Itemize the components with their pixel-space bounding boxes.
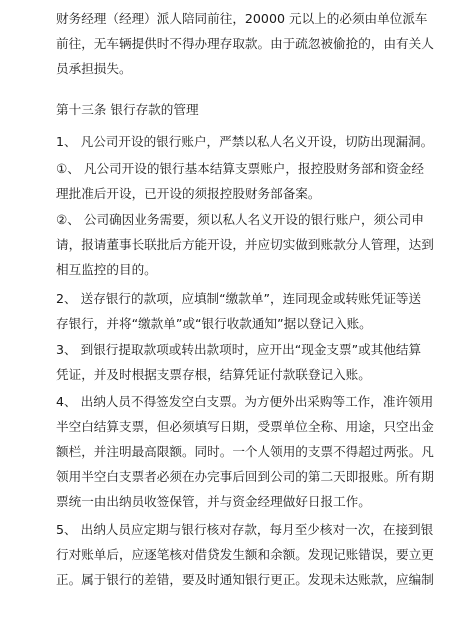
text-line: 存银行，并将“缴款单”或“银行收款通知”据以登记入账。 xyxy=(56,316,372,331)
paragraph-subitem-2 xyxy=(56,207,434,282)
paragraph-item-1 xyxy=(56,129,434,154)
paragraph-item-5 xyxy=(56,517,434,592)
text-line: 领用半空白支票者必须在办完事后回到公司的第二天即报账。所有期 xyxy=(56,469,434,484)
text-line: 凭证，并及时根据支票存根，结算凭证付款联登记入账。 xyxy=(56,367,371,382)
text-line: 请，报请董事长联批后方能开设，并应切实做到账款分人管理，达到 xyxy=(56,237,434,252)
text-line: 半空白结算支票，但必须填写日期，受票单位全称、用途，只空出金 xyxy=(56,419,434,434)
paragraph-item-4 xyxy=(56,389,434,514)
text-line: 员承担损失。 xyxy=(56,61,132,76)
text-line: 相互监控的目的。 xyxy=(56,262,157,277)
text-line: 额栏，并注明最高限额。同时。一个人领用的支票不得超过两张。凡 xyxy=(56,444,434,459)
text-line: ②、 公司确因业务需要，须以私人名义开设的银行账户，须公司申 xyxy=(56,212,424,227)
section-heading xyxy=(56,97,426,122)
text-line: 1、 凡公司开设的银行账户，严禁以私人名义开设，切防出现漏洞。 xyxy=(56,134,434,149)
text-line: 财务经理（经理）派人陪同前往，20000 元以上的必须由单位派车 xyxy=(56,11,428,26)
paragraph-intro xyxy=(56,6,434,81)
text-line: 5、 出纳人员应定期与银行核对存款，每月至少核对一次，在接到银 xyxy=(56,522,434,537)
text-line: ①、 凡公司开设的银行基本结算支票账户，报控股财务部和资金经 xyxy=(56,161,424,176)
text-line: 行对账单后，应逐笔核对借贷发生额和余额。发现记账错误，要立更 xyxy=(56,547,434,562)
text-line: 理批准后开设，已开设的须报控股财务部备案。 xyxy=(56,186,321,201)
paragraph-item-3 xyxy=(56,337,426,387)
paragraph-item-2 xyxy=(56,286,426,336)
text-line: 2、 送存银行的款项，应填制“缴款单”，连同现金或转账凭证等送 xyxy=(56,291,422,306)
text-line: 正。属于银行的差错，要及时通知银行更正。发现未达账款，应编制 xyxy=(56,572,434,587)
text-line: 3、 到银行提取款项或转出款项时，应开出“现金支票”或其他结算 xyxy=(56,342,422,357)
paragraph-subitem-1 xyxy=(56,156,426,206)
text-line: 前往，无车辆提供时不得办理存取款。由于疏忽被偷抢的，由有关人 xyxy=(56,36,434,51)
text-line: 4、 出纳人员不得签发空白支票。为方便外出采购等工作，准许领用 xyxy=(56,394,434,409)
text-line: 票统一由出纳员收签保管，并与资金经理做好日报工作。 xyxy=(56,494,371,509)
heading-text: 第十三条 银行存款的管理 xyxy=(56,102,199,117)
